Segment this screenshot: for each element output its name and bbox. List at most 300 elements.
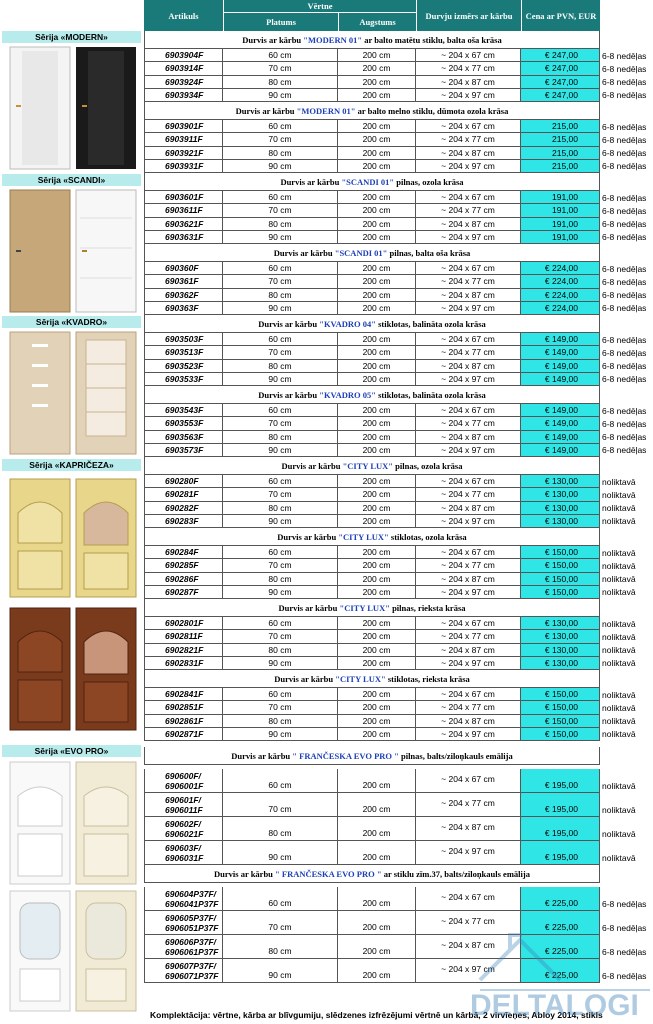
article-cell: 6902871F — [144, 728, 223, 741]
dimension-cell: ~ 204 x 77 cm — [416, 133, 521, 146]
height-cell: 200 cm — [338, 89, 416, 102]
availability-cell: noliktavā — [602, 587, 636, 598]
table-row — [144, 275, 653, 288]
group-title-prefix: Durvis ar kārbu — [242, 35, 304, 45]
availability-cell: noliktavā — [602, 805, 636, 815]
table-row — [144, 444, 653, 457]
group-title-suffix: ar stiklu zīm.37, balts/ziloņkauls emālija — [381, 869, 530, 879]
article-cell: 6902841F — [144, 688, 223, 701]
price-cell: € 150,00 — [521, 715, 600, 728]
price-cell: € 150,00 — [521, 728, 600, 741]
dimension-cell: ~ 204 x 97 cm — [416, 160, 521, 173]
price-cell: € 150,00 — [521, 586, 600, 599]
height-cell: 200 cm — [338, 431, 416, 444]
width-cell: 80 cm — [223, 502, 338, 515]
width-cell: 60 cm — [223, 49, 338, 62]
group-model-name: "CITY LUX" — [342, 461, 394, 471]
availability-cell: 6-8 nedēļas — [602, 405, 647, 416]
availability-cell: 6-8 nedēļas — [602, 361, 647, 372]
availability-cell: 6-8 nedēļas — [602, 90, 647, 101]
group-title-prefix: Durvis ar kārbu — [214, 869, 276, 879]
dimension-cell: ~ 204 x 67 cm — [416, 333, 521, 346]
group-title-suffix: stiklotas, ozola krāsa — [388, 532, 467, 542]
article-cell: 690361F — [144, 275, 223, 288]
width-cell: 80 cm — [223, 935, 338, 959]
price-cell: € 225,00 — [521, 911, 600, 935]
dimension-cell: ~ 204 x 77 cm — [416, 701, 521, 714]
availability-cell: noliktavā — [602, 853, 636, 863]
availability-cell: noliktavā — [602, 560, 636, 571]
height-cell: 200 cm — [338, 701, 416, 714]
width-cell: 70 cm — [223, 559, 338, 572]
scandi-doors-image — [8, 188, 138, 314]
dimension-cell: ~ 204 x 67 cm — [416, 191, 521, 204]
availability-cell: 6-8 nedēļas — [602, 899, 647, 909]
dimension-cell: ~ 204 x 87 cm — [416, 431, 521, 444]
width-cell: 70 cm — [223, 133, 338, 146]
price-cell: 191,00 — [521, 231, 600, 244]
article-cell: 6903914F — [144, 62, 223, 75]
availability-cell: 6-8 nedēļas — [602, 432, 647, 443]
availability-cell: 6-8 nedēļas — [602, 290, 647, 301]
article-cell: 6903523F — [144, 360, 223, 373]
article-cell: 6903543F — [144, 404, 223, 417]
availability-cell: noliktavā — [602, 702, 636, 713]
availability-cell: 6-8 nedēļas — [602, 374, 647, 385]
width-cell: 60 cm — [223, 333, 338, 346]
deltalogi-logo — [450, 910, 653, 1024]
price-cell: 215,00 — [521, 133, 600, 146]
width-cell: 70 cm — [223, 701, 338, 714]
group-title-prefix: Durvis ar kārbu — [277, 532, 339, 542]
availability-cell: noliktavā — [602, 618, 636, 629]
group-title — [144, 386, 600, 404]
dimension-cell: ~ 204 x 67 cm — [416, 769, 521, 793]
article-cell: 6903934F — [144, 89, 223, 102]
group-title-suffix: pilnas, balta oša krāsa — [387, 248, 471, 258]
article-cell: 6903573F — [144, 444, 223, 457]
availability-cell: noliktavā — [602, 781, 636, 791]
dimension-cell: ~ 204 x 67 cm — [416, 120, 521, 133]
height-cell: 200 cm — [338, 769, 416, 793]
height-cell: 200 cm — [338, 586, 416, 599]
height-cell: 200 cm — [338, 657, 416, 670]
price-cell: € 130,00 — [521, 502, 600, 515]
height-cell: 200 cm — [338, 346, 416, 359]
table-row — [144, 431, 653, 444]
width-cell: 70 cm — [223, 630, 338, 643]
article-cell: 690605P37F/ 6906051P37F — [144, 911, 223, 935]
dimension-cell: ~ 204 x 67 cm — [416, 475, 521, 488]
availability-cell: noliktavā — [602, 574, 636, 585]
height-cell: 200 cm — [338, 147, 416, 160]
group-title-suffix: stiklotas, balināta ozola krāsa — [375, 319, 486, 329]
availability-cell: 6-8 nedēļas — [602, 219, 647, 230]
width-cell: 90 cm — [223, 373, 338, 386]
group-title — [144, 747, 600, 765]
availability-cell: noliktavā — [602, 547, 636, 558]
height-cell: 200 cm — [338, 617, 416, 630]
article-cell: 690604P37F/ 6906041P37F — [144, 887, 223, 911]
group-title-suffix: pilnas, balts/ziloņkauls emālija — [398, 751, 513, 761]
table-row — [144, 404, 653, 417]
price-cell: € 149,00 — [521, 346, 600, 359]
dimension-cell: ~ 204 x 87 cm — [416, 715, 521, 728]
article-cell: 6903901F — [144, 120, 223, 133]
series-label-evo-pro: Sērija «EVO PRO» — [2, 745, 141, 757]
group-title — [144, 315, 600, 333]
height-cell: 200 cm — [338, 959, 416, 983]
height-cell: 200 cm — [338, 49, 416, 62]
height-cell: 200 cm — [338, 644, 416, 657]
dimension-cell: ~ 204 x 77 cm — [416, 417, 521, 430]
group-title-suffix: pilnas, ozola krāsa — [394, 177, 464, 187]
width-cell: 70 cm — [223, 62, 338, 75]
height-cell: 200 cm — [338, 911, 416, 935]
availability-cell: 6-8 nedēļas — [602, 276, 647, 287]
dimension-cell: ~ 204 x 87 cm — [416, 218, 521, 231]
article-cell: 690287F — [144, 586, 223, 599]
group-title-prefix: Durvis ar kārbu — [278, 603, 340, 613]
group-title-prefix: Durvis ar kārbu — [273, 248, 335, 258]
table-row — [144, 160, 653, 173]
width-cell: 80 cm — [223, 147, 338, 160]
availability-cell: 6-8 nedēļas — [602, 205, 647, 216]
article-cell: 690282F — [144, 502, 223, 515]
width-cell: 60 cm — [223, 887, 338, 911]
modern-doors-image — [8, 45, 138, 171]
table-row — [144, 515, 653, 528]
article-cell: 6902811F — [144, 630, 223, 643]
height-cell: 200 cm — [338, 841, 416, 865]
table-row — [144, 302, 653, 315]
article-cell: 690603F/ 6906031F — [144, 841, 223, 865]
dimension-cell: ~ 204 x 87 cm — [416, 76, 521, 89]
price-cell: € 225,00 — [521, 935, 600, 959]
dimension-cell: ~ 204 x 97 cm — [416, 515, 521, 528]
price-cell: € 149,00 — [521, 373, 600, 386]
availability-cell: 6-8 nedēļas — [602, 232, 647, 243]
availability-cell: 6-8 nedēļas — [602, 77, 647, 88]
width-cell: 70 cm — [223, 275, 338, 288]
table-row — [144, 715, 653, 728]
price-cell: € 225,00 — [521, 959, 600, 983]
dimension-cell: ~ 204 x 77 cm — [416, 346, 521, 359]
availability-cell: 6-8 nedēļas — [602, 192, 647, 203]
width-cell: 60 cm — [223, 617, 338, 630]
price-cell: € 224,00 — [521, 289, 600, 302]
price-cell: € 149,00 — [521, 417, 600, 430]
height-cell: 200 cm — [338, 417, 416, 430]
article-cell: 6903601F — [144, 191, 223, 204]
dimension-cell: ~ 204 x 77 cm — [416, 62, 521, 75]
article-cell: 690601F/ 6906011F — [144, 793, 223, 817]
table-row — [144, 133, 653, 146]
table-row — [144, 76, 653, 89]
width-cell: 90 cm — [223, 444, 338, 457]
dimension-cell: ~ 204 x 97 cm — [416, 231, 521, 244]
article-cell: 6903924F — [144, 76, 223, 89]
availability-cell: noliktavā — [602, 476, 636, 487]
group-model-name: " FRANČESKA EVO PRO " — [292, 751, 399, 761]
price-cell: € 130,00 — [521, 475, 600, 488]
height-cell: 200 cm — [338, 62, 416, 75]
group-title-prefix: Durvis ar kārbu — [258, 390, 320, 400]
table-row — [144, 644, 653, 657]
group-title-prefix: Durvis ar kārbu — [281, 461, 343, 471]
article-cell: 690280F — [144, 475, 223, 488]
availability-cell: 6-8 nedēļas — [602, 263, 647, 274]
dimension-cell: ~ 204 x 87 cm — [416, 360, 521, 373]
article-cell: 6903904F — [144, 49, 223, 62]
price-cell: € 225,00 — [521, 887, 600, 911]
availability-cell: 6-8 nedēļas — [602, 347, 647, 358]
height-cell: 200 cm — [338, 289, 416, 302]
height-cell: 200 cm — [338, 373, 416, 386]
kvadro-doors-image — [8, 330, 138, 456]
price-cell: 191,00 — [521, 204, 600, 217]
height-cell: 200 cm — [338, 515, 416, 528]
width-cell: 90 cm — [223, 586, 338, 599]
width-cell: 90 cm — [223, 728, 338, 741]
table-row — [144, 231, 653, 244]
table-row — [144, 688, 653, 701]
width-cell: 80 cm — [223, 573, 338, 586]
price-cell: € 130,00 — [521, 515, 600, 528]
dimension-cell: ~ 204 x 87 cm — [416, 289, 521, 302]
article-cell: 690363F — [144, 302, 223, 315]
table-row — [144, 630, 653, 643]
price-cell: € 150,00 — [521, 701, 600, 714]
table-row — [144, 793, 653, 817]
table-row — [144, 346, 653, 359]
height-cell: 200 cm — [338, 573, 416, 586]
dimension-cell: ~ 204 x 87 cm — [416, 935, 521, 959]
width-cell: 90 cm — [223, 515, 338, 528]
availability-cell: 6-8 nedēļas — [602, 445, 647, 456]
availability-cell: noliktavā — [602, 729, 636, 740]
price-cell: € 130,00 — [521, 657, 600, 670]
height-cell: 200 cm — [338, 360, 416, 373]
dimension-cell: ~ 204 x 77 cm — [416, 911, 521, 935]
footer-note: Komplektācija: vērtne, kārba ar blīvgumiju, slēdzenes izfrēzējumi vērtnē un kārbā, 2 virvīeņes, Abloy 2014, stikls — [150, 1010, 603, 1020]
dimension-cell: ~ 204 x 97 cm — [416, 728, 521, 741]
width-cell: 70 cm — [223, 204, 338, 217]
group-title — [144, 599, 600, 617]
series-label-kapriceza: Sērija «KAPRIČEZA» — [2, 459, 141, 471]
group-model-name: " FRANČESKA EVO PRO " — [275, 869, 382, 879]
table-row — [144, 502, 653, 515]
price-cell: € 224,00 — [521, 302, 600, 315]
article-cell: 6902831F — [144, 657, 223, 670]
article-cell: 690284F — [144, 546, 223, 559]
article-cell: 690281F — [144, 488, 223, 501]
price-cell: € 130,00 — [521, 488, 600, 501]
table-row — [144, 728, 653, 741]
availability-cell: 6-8 nedēļas — [602, 923, 647, 933]
header-augstums: Augstums — [338, 13, 416, 31]
availability-cell: noliktavā — [602, 716, 636, 727]
article-cell: 6903921F — [144, 147, 223, 160]
group-title-suffix: pilnas, ozola krāsa — [393, 461, 463, 471]
dimension-cell: ~ 204 x 67 cm — [416, 688, 521, 701]
width-cell: 80 cm — [223, 289, 338, 302]
price-cell: € 130,00 — [521, 644, 600, 657]
table-row — [144, 120, 653, 133]
table-row — [144, 475, 653, 488]
article-cell: 6903621F — [144, 218, 223, 231]
availability-cell: noliktavā — [602, 689, 636, 700]
table-row — [144, 573, 653, 586]
height-cell: 200 cm — [338, 133, 416, 146]
group-title — [144, 244, 600, 262]
availability-cell: noliktavā — [602, 829, 636, 839]
height-cell: 200 cm — [338, 887, 416, 911]
height-cell: 200 cm — [338, 120, 416, 133]
height-cell: 200 cm — [338, 715, 416, 728]
group-title-suffix: ar balto matētu stiklu, balta oša krāsa — [362, 35, 502, 45]
dimension-cell: ~ 204 x 67 cm — [416, 617, 521, 630]
price-cell: € 130,00 — [521, 617, 600, 630]
price-cell: € 130,00 — [521, 630, 600, 643]
dimension-cell: ~ 204 x 67 cm — [416, 49, 521, 62]
price-cell: € 149,00 — [521, 360, 600, 373]
availability-cell: noliktavā — [602, 516, 636, 527]
width-cell: 70 cm — [223, 346, 338, 359]
width-cell: 80 cm — [223, 644, 338, 657]
height-cell: 200 cm — [338, 204, 416, 217]
table-row — [144, 817, 653, 841]
article-cell: 6903553F — [144, 417, 223, 430]
width-cell: 70 cm — [223, 793, 338, 817]
width-cell: 70 cm — [223, 488, 338, 501]
article-cell: 6903931F — [144, 160, 223, 173]
article-cell: 6902851F — [144, 701, 223, 714]
group-model-name: "SCANDI 01" — [341, 177, 395, 187]
availability-cell: noliktavā — [602, 631, 636, 642]
table-row — [144, 333, 653, 346]
group-title — [144, 102, 600, 120]
dimension-cell: ~ 204 x 97 cm — [416, 657, 521, 670]
dimension-cell: ~ 204 x 77 cm — [416, 793, 521, 817]
dimension-cell: ~ 204 x 97 cm — [416, 959, 521, 983]
article-cell: 6903611F — [144, 204, 223, 217]
height-cell: 200 cm — [338, 559, 416, 572]
group-title-suffix: ar balto melno stiklu, dūmota ozola krāsa — [355, 106, 509, 116]
availability-cell: 6-8 nedēļas — [602, 148, 647, 159]
width-cell: 90 cm — [223, 841, 338, 865]
height-cell: 200 cm — [338, 817, 416, 841]
series-column — [0, 0, 143, 1024]
group-model-name: "MODERN 01" — [296, 106, 356, 116]
height-cell: 200 cm — [338, 333, 416, 346]
dimension-cell: ~ 204 x 87 cm — [416, 573, 521, 586]
availability-cell: noliktavā — [602, 645, 636, 656]
height-cell: 200 cm — [338, 630, 416, 643]
dimension-cell: ~ 204 x 87 cm — [416, 644, 521, 657]
group-title — [144, 31, 600, 49]
group-title-suffix: pilnas, rieksta krāsa — [389, 603, 466, 613]
width-cell: 60 cm — [223, 120, 338, 133]
article-cell: 690362F — [144, 289, 223, 302]
series-label-kvadro: Sērija «KVADRO» — [2, 316, 141, 328]
dimension-cell: ~ 204 x 97 cm — [416, 89, 521, 102]
table-row — [144, 360, 653, 373]
table-row — [144, 417, 653, 430]
price-cell: € 150,00 — [521, 573, 600, 586]
price-cell: € 247,00 — [521, 62, 600, 75]
group-model-name: "CITY LUX" — [335, 674, 386, 684]
price-cell: € 195,00 — [521, 817, 600, 841]
height-cell: 200 cm — [338, 218, 416, 231]
price-cell: € 150,00 — [521, 546, 600, 559]
width-cell: 80 cm — [223, 76, 338, 89]
width-cell: 90 cm — [223, 89, 338, 102]
width-cell: 70 cm — [223, 417, 338, 430]
availability-cell: 6-8 nedēļas — [602, 334, 647, 345]
dimension-cell: ~ 204 x 67 cm — [416, 546, 521, 559]
article-cell: 690602F/ 6906021F — [144, 817, 223, 841]
group-title-prefix: Durvis ar kārbu — [258, 319, 320, 329]
group-title — [144, 457, 600, 475]
height-cell: 200 cm — [338, 475, 416, 488]
availability-cell: 6-8 nedēļas — [602, 134, 647, 145]
width-cell: 60 cm — [223, 688, 338, 701]
article-cell: 6902861F — [144, 715, 223, 728]
article-cell: 6903503F — [144, 333, 223, 346]
table-row — [144, 289, 653, 302]
width-cell: 60 cm — [223, 262, 338, 275]
height-cell: 200 cm — [338, 546, 416, 559]
dimension-cell: ~ 204 x 67 cm — [416, 404, 521, 417]
width-cell: 80 cm — [223, 360, 338, 373]
price-cell: 215,00 — [521, 147, 600, 160]
article-cell: 6902801F — [144, 617, 223, 630]
height-cell: 200 cm — [338, 728, 416, 741]
table-row — [144, 701, 653, 714]
dimension-cell: ~ 204 x 77 cm — [416, 559, 521, 572]
table-row — [144, 62, 653, 75]
price-cell: 215,00 — [521, 160, 600, 173]
width-cell: 70 cm — [223, 911, 338, 935]
price-cell: € 150,00 — [521, 559, 600, 572]
height-cell: 200 cm — [338, 160, 416, 173]
availability-cell: noliktavā — [602, 489, 636, 500]
width-cell: 60 cm — [223, 191, 338, 204]
article-cell: 690607P37F/ 6906071P37F — [144, 959, 223, 983]
width-cell: 60 cm — [223, 404, 338, 417]
availability-cell: 6-8 nedēļas — [602, 121, 647, 132]
dimension-cell: ~ 204 x 97 cm — [416, 841, 521, 865]
group-title — [144, 528, 600, 546]
availability-cell: noliktavā — [602, 658, 636, 669]
width-cell: 90 cm — [223, 302, 338, 315]
group-model-name: "SCANDI 01" — [334, 248, 388, 258]
height-cell: 200 cm — [338, 502, 416, 515]
kapriceza-oak-doors-image — [8, 473, 138, 599]
table-row — [144, 546, 653, 559]
height-cell: 200 cm — [338, 488, 416, 501]
evo-pro-glass-doors-image — [8, 889, 138, 1013]
width-cell: 60 cm — [223, 475, 338, 488]
header-izmers: Durvju izmērs ar kārbu — [416, 0, 521, 31]
header-platums: Platums — [223, 13, 338, 31]
article-cell: 690360F — [144, 262, 223, 275]
group-title — [144, 670, 600, 688]
width-cell: 60 cm — [223, 769, 338, 793]
article-cell: 6903513F — [144, 346, 223, 359]
width-cell: 90 cm — [223, 231, 338, 244]
